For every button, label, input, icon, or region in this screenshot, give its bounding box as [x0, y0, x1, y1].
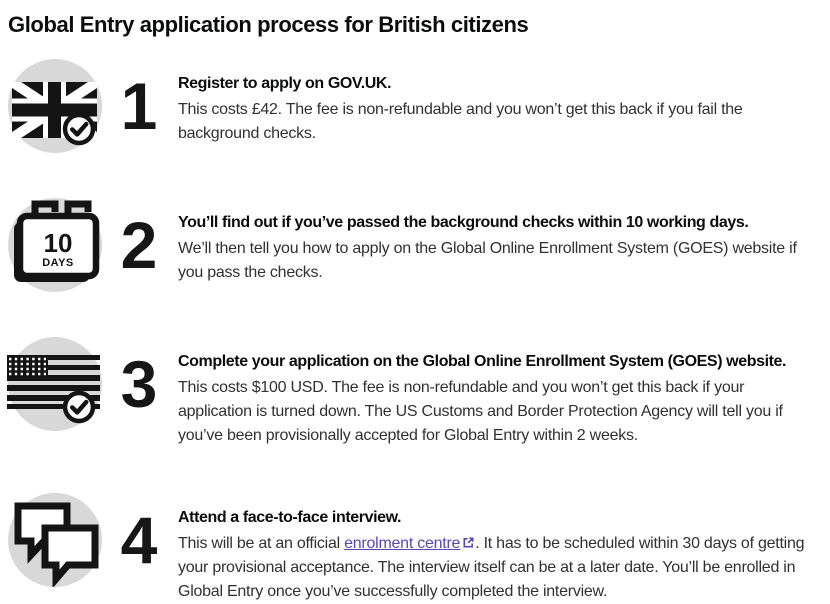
enrolment-centre-link[interactable] — [344, 535, 475, 552]
enrolment-centre-link-label: enrolment centre — [344, 535, 461, 552]
step-text — [176, 337, 822, 448]
step-heading: You’ll find out if you’ve passed the background checks within 10 working days. — [178, 214, 749, 231]
step-body-text-before: This will be at an official — [178, 535, 345, 552]
calendar-days-label: DAYS — [42, 257, 74, 269]
calendar-10-days-icon — [8, 198, 102, 292]
step-row-4 — [8, 493, 822, 604]
checkmark-badge-icon — [61, 111, 97, 147]
step-heading: Attend a face-to-face interview. — [178, 509, 402, 526]
step-body: This costs $100 USD. The fee is non-refundable and you won’t get this back if your application is turned down. The US Customs and Border Protection Agency will tell you if you’ve been provisionally accepted for Global Entry within 2 weeks. — [178, 379, 783, 444]
step-number: 4 — [120, 503, 158, 577]
step-body — [178, 532, 822, 604]
step-row-3 — [8, 337, 822, 448]
step-number: 1 — [120, 69, 158, 143]
step-body: This costs £42. The fee is non-refundable and you won’t get this back if you fail the background checks. — [178, 101, 743, 142]
step-text — [176, 198, 822, 285]
step-number: 2 — [120, 208, 158, 282]
uk-flag-check-icon — [8, 59, 102, 153]
step-text — [176, 59, 822, 146]
step-body-text-after: . It has to be scheduled within 30 days of getting your provisional acceptance. The interview itself can be at a later date. You’ll be enrolled in Global Entry once you’ve successfully completed the interview. — [178, 535, 805, 600]
speech-bubbles-icon — [8, 493, 102, 587]
external-link-icon — [462, 536, 475, 549]
step-heading: Complete your application on the Global Online Enrollment System (GOES) website. — [178, 353, 787, 370]
step-text — [176, 493, 822, 604]
calendar-icon — [8, 198, 102, 292]
page-title: Global Entry application process for British citizens — [8, 12, 529, 37]
calendar-number-label: 10 — [43, 228, 73, 258]
step-heading: Register to apply on GOV.UK. — [178, 75, 392, 92]
conversation-bubbles-icon — [8, 493, 102, 587]
step-row-2 — [8, 198, 822, 292]
step-body: We’ll then tell you how to apply on the Global Online Enrollment System (GOES) website if you pass the checks. — [178, 240, 797, 281]
checkmark-badge-icon — [61, 389, 97, 425]
step-number: 3 — [120, 347, 158, 421]
us-flag-check-icon — [8, 337, 102, 431]
step-row-1 — [8, 59, 822, 153]
